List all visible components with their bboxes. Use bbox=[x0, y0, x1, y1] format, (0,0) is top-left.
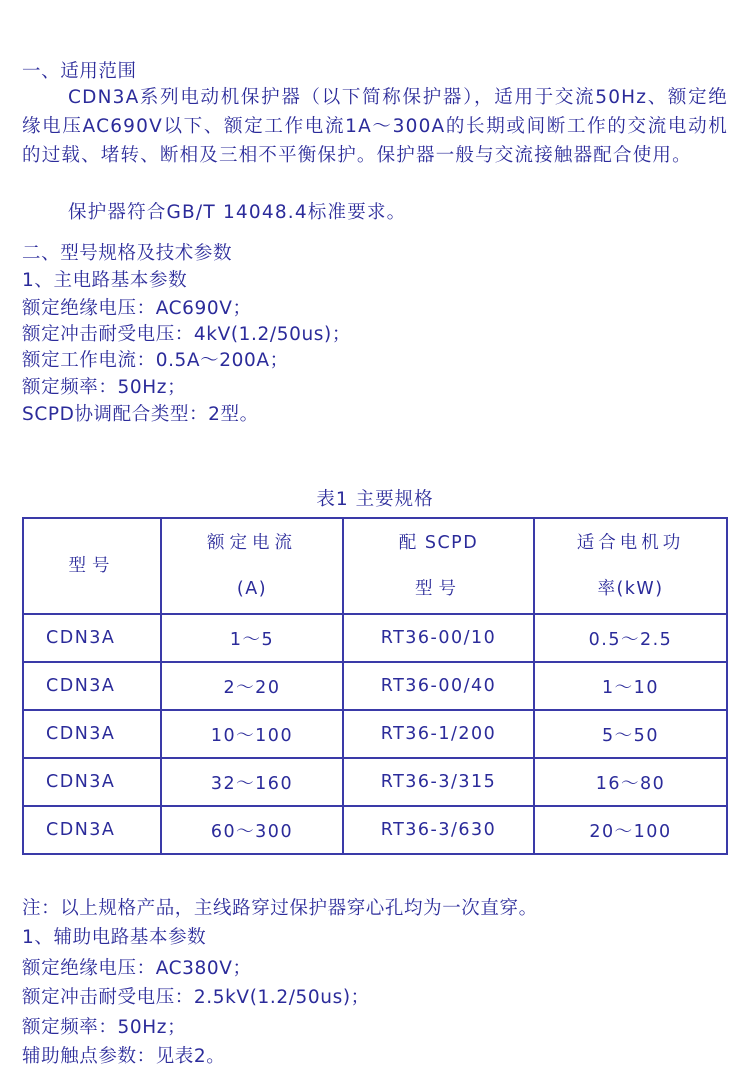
cell-model: CDN3A bbox=[23, 662, 161, 710]
table-caption: 表1 主要规格 bbox=[316, 489, 434, 510]
table-header-row bbox=[23, 518, 727, 614]
cell-current: 60～300 bbox=[161, 806, 343, 854]
aux-circuit-line: 额定绝缘电压：AC380V； bbox=[22, 958, 252, 979]
cell-current: 32～160 bbox=[161, 758, 343, 806]
cell-current: 10～100 bbox=[161, 710, 343, 758]
cell-model: CDN3A bbox=[23, 806, 161, 854]
header-motor-power-line1: 适合电机功 bbox=[576, 533, 685, 553]
aux-circuit-line: 额定冲击耐受电压：2.5kV(1.2/50us)； bbox=[22, 987, 370, 1008]
aux-circuit-title: 1、辅助电路基本参数 bbox=[22, 927, 207, 948]
header-scpd-line1: 配 SCPD bbox=[398, 533, 479, 553]
main-circuit-title: 1、主电路基本参数 bbox=[22, 270, 188, 291]
cell-power: 16～80 bbox=[534, 758, 727, 806]
table-row bbox=[23, 614, 727, 662]
header-motor-power-line2: 率(kW) bbox=[597, 579, 664, 599]
header-scpd bbox=[343, 518, 534, 614]
spec-table bbox=[22, 517, 728, 855]
header-scpd-line2: 型号 bbox=[415, 579, 462, 599]
table-row bbox=[23, 710, 727, 758]
cell-model: CDN3A bbox=[23, 614, 161, 662]
section1-heading: 一、适用范围 bbox=[22, 61, 137, 82]
table-row bbox=[23, 758, 727, 806]
aux-circuit-line: 辅助触点参数：见表2。 bbox=[22, 1046, 226, 1067]
table-row bbox=[23, 806, 727, 854]
header-model: 型号 bbox=[23, 518, 161, 614]
cell-scpd: RT36-3/315 bbox=[343, 758, 534, 806]
section1-paragraph-1: CDN3A系列电动机保护器（以下简称保护器），适用于交流50Hz、额定绝缘电压AC690V以下、额定工作电流1A～300A的长期或间断工作的交流电动机的过载、堵转、断相及三相不平衡保护。保护器一般与交流接触器配合使用。 bbox=[22, 87, 728, 166]
cell-scpd: RT36-00/10 bbox=[343, 614, 534, 662]
header-motor-power bbox=[534, 518, 727, 614]
cell-scpd: RT36-00/40 bbox=[343, 662, 534, 710]
header-rated-current-line1: 额定电流 bbox=[207, 533, 297, 553]
cell-model: CDN3A bbox=[23, 758, 161, 806]
cell-power: 1～10 bbox=[534, 662, 727, 710]
section1-paragraph-2: 保护器符合GB/T 14048.4标准要求。 bbox=[68, 202, 407, 223]
main-circuit-line: SCPD协调配合类型：2型。 bbox=[22, 404, 259, 425]
cell-model: CDN3A bbox=[23, 710, 161, 758]
cell-scpd: RT36-1/200 bbox=[343, 710, 534, 758]
main-circuit-line: 额定工作电流：0.5A～200A； bbox=[22, 350, 289, 371]
cell-power: 5～50 bbox=[534, 710, 727, 758]
cell-current: 2～20 bbox=[161, 662, 343, 710]
table-row bbox=[23, 662, 727, 710]
cell-power: 20～100 bbox=[534, 806, 727, 854]
main-circuit-line: 额定绝缘电压：AC690V； bbox=[22, 298, 252, 319]
main-circuit-line: 额定冲击耐受电压：4kV(1.2/50us)； bbox=[22, 324, 351, 345]
cell-current: 1～5 bbox=[161, 614, 343, 662]
section2-heading: 二、型号规格及技术参数 bbox=[22, 243, 233, 264]
header-rated-current bbox=[161, 518, 343, 614]
cell-scpd: RT36-3/630 bbox=[343, 806, 534, 854]
header-rated-current-line2: (A) bbox=[236, 579, 268, 599]
table-note: 注：以上规格产品，主线路穿过保护器穿心孔均为一次直穿。 bbox=[22, 898, 538, 919]
cell-power: 0.5～2.5 bbox=[534, 614, 727, 662]
aux-circuit-line: 额定频率：50Hz； bbox=[22, 1017, 187, 1038]
main-circuit-line: 额定频率：50Hz； bbox=[22, 377, 187, 398]
